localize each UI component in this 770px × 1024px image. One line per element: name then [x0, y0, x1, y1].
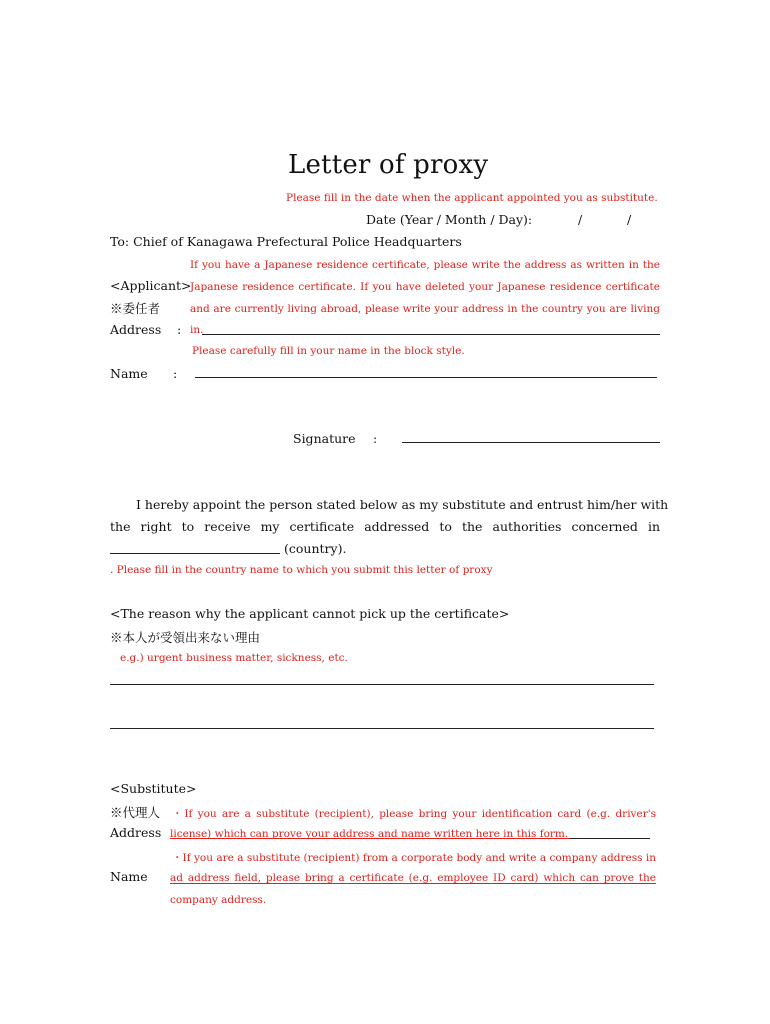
substitute-heading: <Substitute>	[110, 781, 197, 796]
applicant-name-note: Please carefully fill in your name in the block style.	[192, 345, 465, 357]
applicant-address-field[interactable]	[202, 334, 660, 335]
date-separator: /	[578, 212, 583, 227]
applicant-name-field[interactable]	[195, 377, 657, 378]
date-label: Date (Year / Month / Day):	[366, 212, 533, 227]
reason-field-line[interactable]	[110, 684, 654, 685]
substitute-address-field[interactable]	[570, 838, 650, 839]
reason-heading: <The reason why the applicant cannot pick up the certificate>	[110, 606, 510, 621]
substitute-note: ・If you are a substitute (recipient), please bring your identification card (e.g. driver's	[172, 808, 656, 820]
date-note: Please fill in the date when the applicant appointed you as substitute.	[286, 192, 658, 204]
substitute-note: ・If you are a substitute (recipient) from a corporate body and write a company address in	[172, 852, 656, 864]
substitute-note: ad address field, please bring a certificate (e.g. employee ID card) which can prove the	[170, 872, 656, 884]
substitute-heading-jp: ※代理人	[110, 805, 161, 820]
signature-label: Signature	[293, 431, 356, 446]
page-title: Letter of proxy	[288, 150, 489, 180]
applicant-name-colon: :	[173, 366, 178, 381]
signature-colon: :	[373, 431, 378, 446]
substitute-name-field[interactable]	[170, 883, 656, 884]
applicant-heading-jp: ※委任者	[110, 301, 161, 316]
substitute-note: company address.	[170, 894, 267, 906]
applicant-name-label: Name	[110, 366, 148, 381]
reason-example: e.g.) urgent business matter, sickness, etc.	[120, 652, 348, 664]
reason-heading-jp: ※本人が受領出来ない理由	[110, 630, 261, 645]
appoint-paragraph-line: the right to receive my certificate addressed to the authorities concerned in	[110, 519, 660, 534]
substitute-address-label: Address	[110, 825, 162, 840]
date-separator: /	[627, 212, 632, 227]
signature-field[interactable]	[402, 442, 660, 443]
applicant-address-note: Japanese residence certificate. If you have deleted your Japanese residence certificate	[190, 281, 660, 293]
applicant-address-note: and are currently living abroad, please write your address in the country you are living	[190, 303, 660, 315]
applicant-address-note: in.	[190, 324, 204, 336]
appoint-paragraph-line: I hereby appoint the person stated below as my substitute and entrust him/her with	[136, 497, 669, 512]
country-note: . Please fill in the country name to which you submit this letter of proxy	[110, 564, 493, 576]
applicant-heading: <Applicant>	[110, 278, 192, 293]
substitute-address-field[interactable]	[170, 838, 570, 839]
substitute-name-label: Name	[110, 869, 148, 884]
applicant-address-colon: :	[177, 322, 182, 337]
country-suffix: (country).	[284, 541, 347, 556]
country-field[interactable]	[110, 553, 280, 554]
addressee-line: To: Chief of Kanagawa Prefectural Police Headquarters	[110, 234, 462, 249]
applicant-address-label: Address	[110, 322, 162, 337]
reason-field-line[interactable]	[110, 728, 654, 729]
applicant-address-note: If you have a Japanese residence certificate, please write the address as written in the	[190, 259, 660, 271]
substitute-note: license) which can prove your address and name written here in this form.	[170, 828, 569, 840]
